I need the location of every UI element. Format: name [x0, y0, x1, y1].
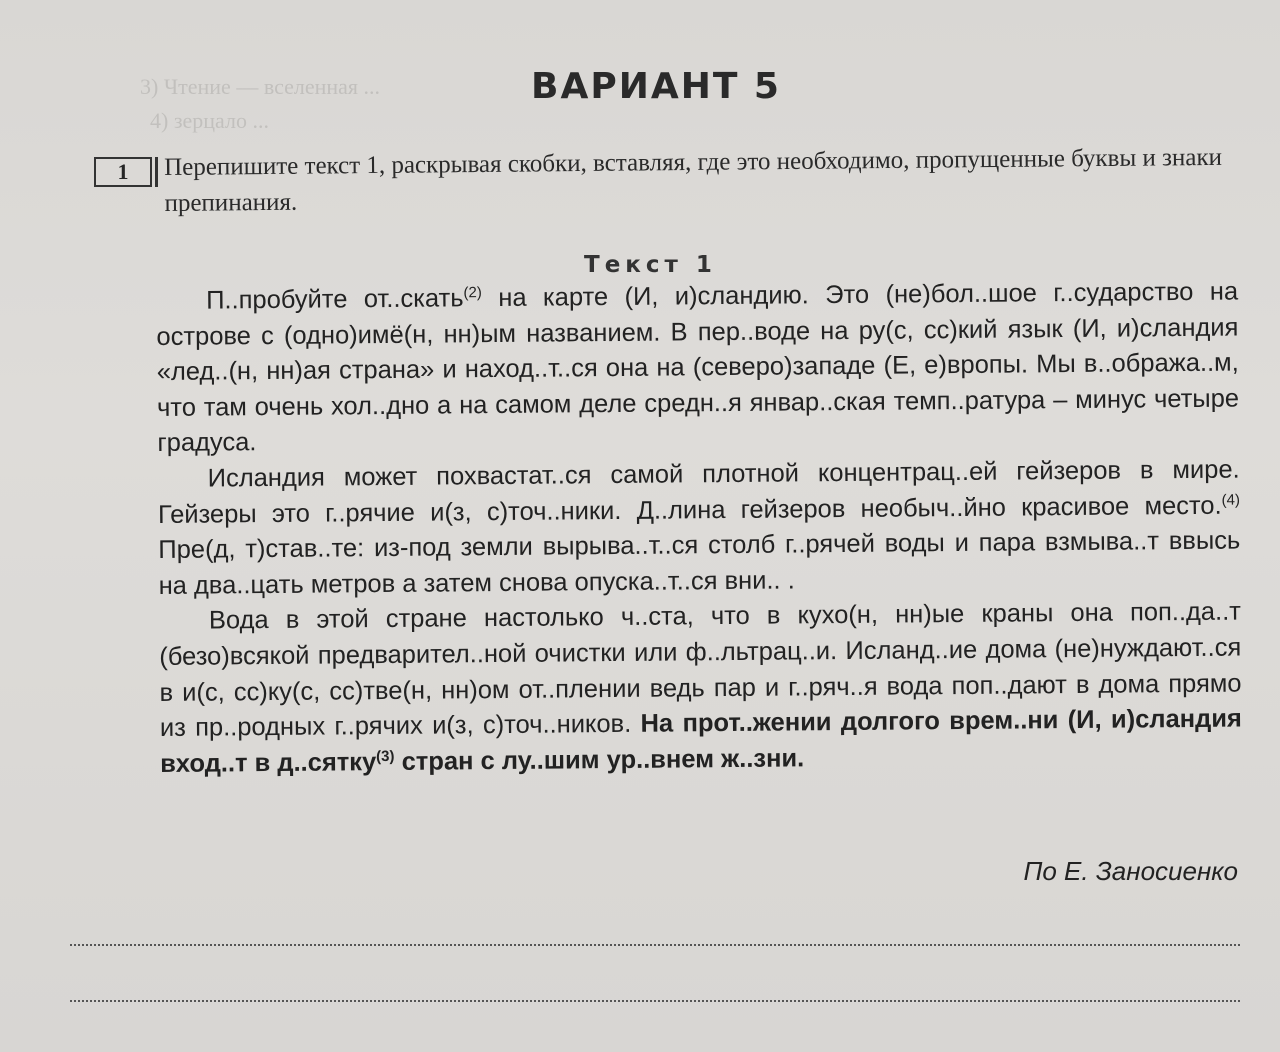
bleed-through-text: 3) Чтение — вселенная ...: [140, 74, 381, 99]
paragraph-text: Вода в этой стране настолько ч..ста, что в кухо(н, нн)ые краны она поп..да..т (безо)всякой предварител..ной очистки или ф..льтрац..и. Исланд..ие дома (не)нуждают..ся в и(с, сс)ку(с, сс)тве(н, нн)ом от..плении ведь пар и г..ряч..я вода поп..дают в дома прямо из пр..родных г..рячих и(з, с)точ..ников.: [159, 597, 1242, 743]
footnote-marker: (4): [1221, 491, 1240, 509]
footnote-marker: (2): [463, 284, 482, 302]
paragraph-text: П..пробуйте от..скать: [206, 284, 464, 315]
answer-line[interactable]: [70, 944, 1240, 946]
paragraph-text: на карте (И, и)сландию. Это (не)бол..шое г..сударство на острове с (одно)имё(н, нн)ым названием. В пер..воде на ру(с, сс)кий язык (И, и)сландия «лед..(н, нн)ая страна» и наход..т..ся она на (северо)западе (Е, е)вропы. Мы в..обража..м, что там очень хол..дно а на самом деле средн..я январ..ская темп..ратура – минус четыре градуса.: [156, 277, 1240, 458]
paragraph-2: [158, 453, 1241, 605]
footnote-marker: (3): [376, 747, 395, 765]
paragraph-text: Исландия может похвастат..ся самой плотной концентрац..ей гейзеров в мире. Гейзеры это г..рячие и(з, с)точ..ники. Д..лина гейзеров необыч..йно красивое место.: [157, 455, 1240, 529]
paragraph-3: [159, 595, 1243, 782]
paragraph-text: Пре(д, т)став..те: из-под земли вырыва..т..ся столб г..рячей воды и пара взмыва..т ввысь на два..цать метров а затем снова опуска..т..ся вни.. .: [158, 526, 1241, 600]
author-credit: По Е. Заносиенко: [1023, 856, 1238, 886]
exercise-text: [156, 275, 1242, 783]
task-instruction: Перепишите текст 1, раскрывая скобки, вставляя, где это необходимо, пропущенные буквы и знаки препинания.: [164, 143, 1223, 217]
bold-text: На прот..жении долгого врем..ни (И, и)сландия вход..т в д..сятку: [160, 704, 1242, 778]
text-title: Текст 1: [584, 252, 717, 278]
bold-text: стран с лу..шим ур..внем ж..зни.: [394, 744, 805, 776]
paragraph-1: [156, 275, 1240, 462]
answer-line[interactable]: [70, 1000, 1240, 1002]
bleed-through-text: 4) зерцало ...: [150, 108, 269, 133]
task-number-box: 1: [94, 157, 152, 187]
variant-title: ВАРИАНТ 5: [531, 66, 781, 107]
